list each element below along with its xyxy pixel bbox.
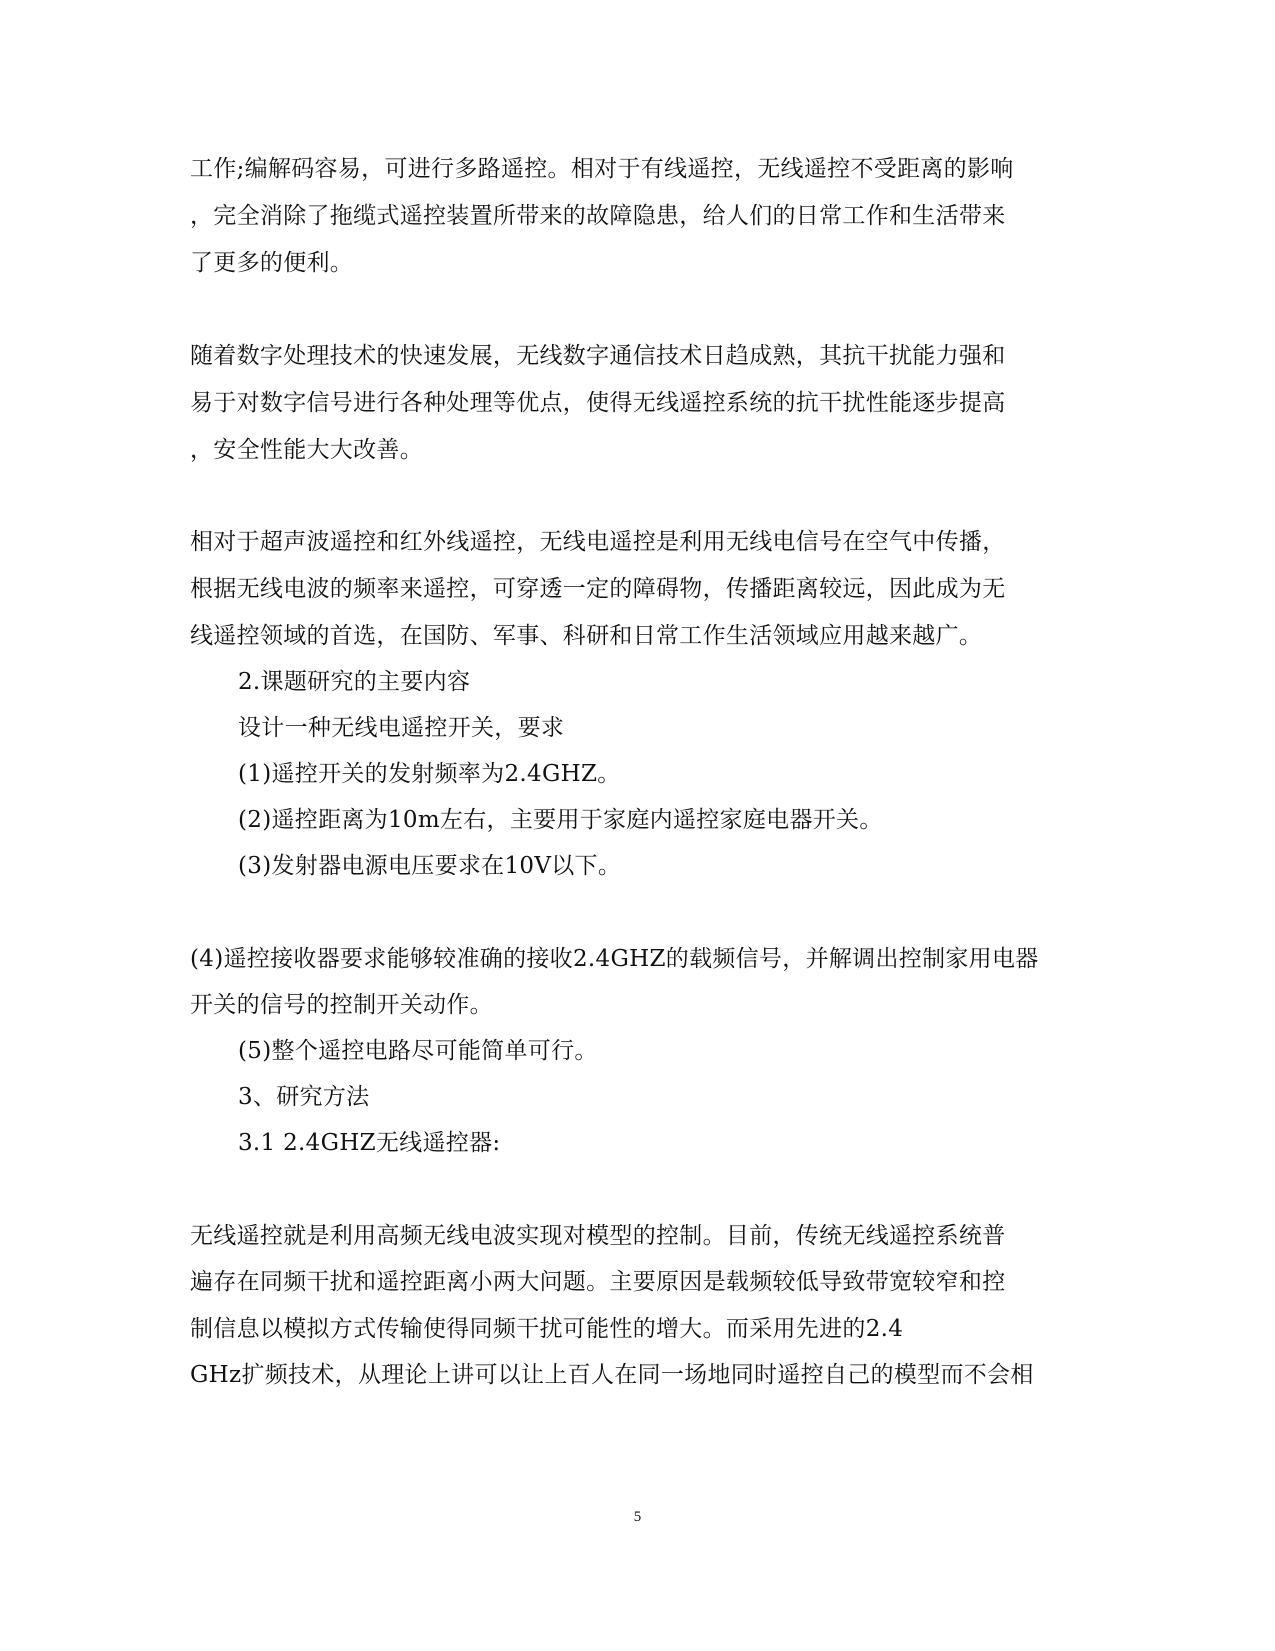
section-3-heading: 3、研究方法 [238, 1084, 370, 1110]
paragraph-2-line-3: ，安全性能大大改善。 [190, 437, 423, 463]
paragraph-2-line-2: 易于对数字信号进行各种处理等优点，使得无线遥控系统的抗干扰性能逐步提高 [190, 390, 1006, 416]
paragraph-4-line-1: 无线遥控就是利用高频无线电波实现对模型的控制。目前，传统无线遥控系统普 [190, 1223, 1006, 1249]
paragraph-4-line-4: GHz扩频技术，从理论上讲可以让上百人在同一场地同时遥控自己的模型而不会相 [190, 1362, 1034, 1388]
section-3-1-heading: 3.1 2.4GHZ无线遥控器: [238, 1130, 501, 1156]
section-2-heading: 2.课题研究的主要内容 [238, 669, 471, 695]
design-intro: 设计一种无线电遥控开关，要求 [238, 715, 565, 741]
paragraph-2-line-1: 随着数字处理技术的快速发展，无线数字通信技术日趋成熟，其抗干扰能力强和 [190, 343, 1006, 369]
paragraph-1-line-3: 了更多的便利。 [190, 250, 354, 276]
paragraph-3-line-3: 线遥控领域的首选，在国防、军事、科研和日常工作生活领域应用越来越广。 [190, 623, 983, 649]
paragraph-4-line-2: 遍存在同频干扰和遥控距离小两大问题。主要原因是载频较低导致带宽较窄和控 [190, 1269, 1006, 1295]
paragraph-1-line-1: 工作;编解码容易，可进行多路遥控。相对于有线遥控，无线遥控不受距离的影响 [190, 156, 1014, 182]
requirement-item-1: (1)遥控开关的发射频率为2.4GHZ。 [238, 761, 621, 787]
paragraph-4-line-3: 制信息以模拟方式传输使得同频干扰可能性的增大。而采用先进的2.4 [190, 1316, 904, 1342]
paragraph-1-line-2: ，完全消除了拖缆式遥控装置所带来的故障隐患，给人们的日常工作和生活带来 [190, 203, 1006, 229]
paragraph-3-line-2: 根据无线电波的频率来遥控，可穿透一定的障碍物，传播距离较远，因此成为无 [190, 576, 1006, 602]
page-number: 5 [633, 1509, 642, 1525]
requirement-item-4-line-2: 开关的信号的控制开关动作。 [190, 992, 493, 1018]
paragraph-3-line-1: 相对于超声波遥控和红外线遥控，无线电遥控是利用无线电信号在空气中传播， [190, 529, 1006, 555]
requirement-item-3: (3)发射器电源电压要求在10V以下。 [238, 853, 622, 879]
requirement-item-4-line-1: (4)遥控接收器要求能够较准确的接收2.4GHZ的载频信号，并解调出控制家用电器 [190, 946, 1039, 972]
requirement-item-2: (2)遥控距离为10m左右，主要用于家庭内遥控家庭电器开关。 [238, 807, 883, 833]
requirement-item-5: (5)整个遥控电路尽可能简单可行。 [238, 1038, 598, 1064]
